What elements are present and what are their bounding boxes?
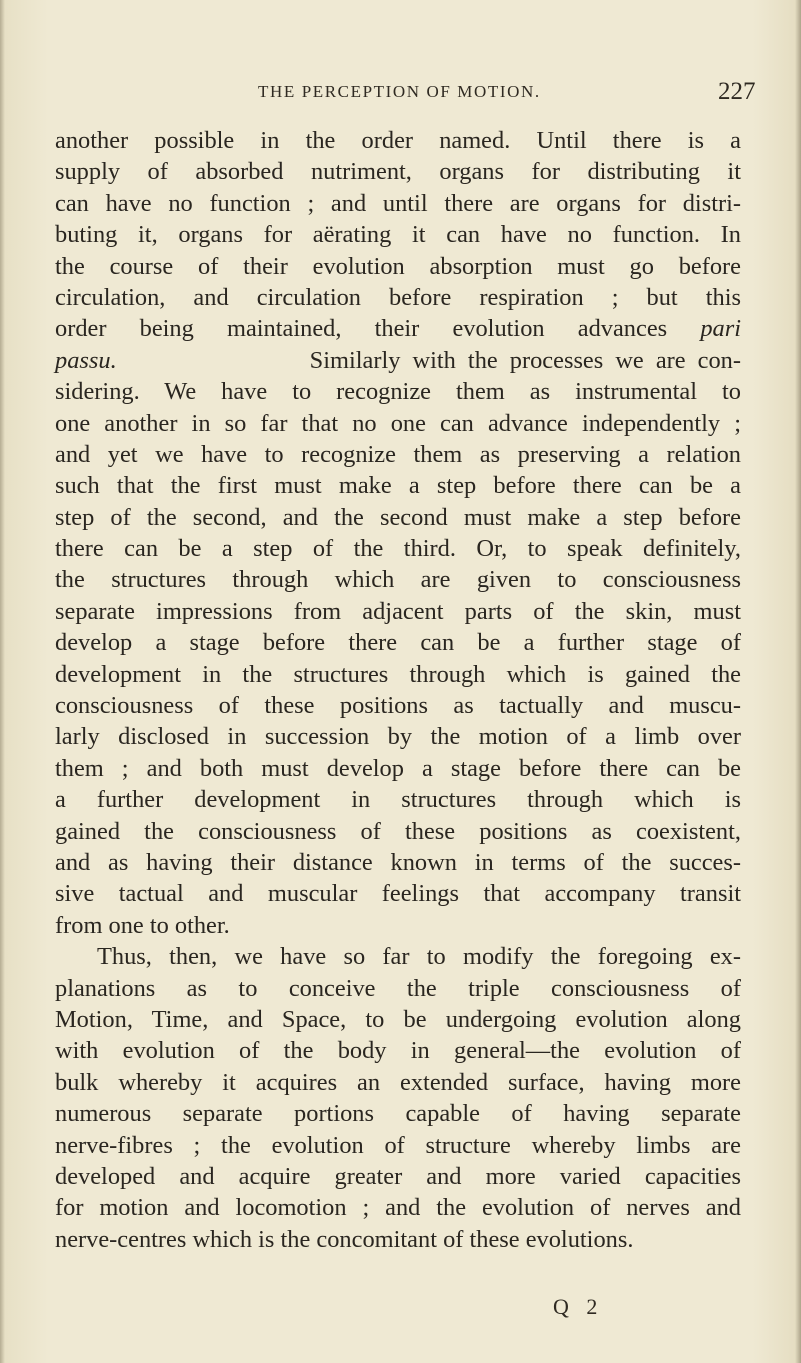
text-span: order being maintained, their evolution advances — [55, 315, 668, 343]
text-line: planations as to conceive the triple consciousness of — [55, 974, 741, 1002]
text-line: a further development in structures through which is — [55, 786, 741, 814]
italic-term: passu. — [55, 346, 117, 374]
text-line: supply of absorbed nutriment, organs for distributing it — [55, 158, 741, 186]
text-line-with-italic — [55, 345, 741, 376]
page-right-edge-shadow — [795, 0, 801, 1363]
text-line: and as having their distance known in terms of the succes- — [55, 848, 741, 876]
text-line: larly disclosed in succession by the motion of a limb over — [55, 723, 741, 751]
text-line: from one to other. — [55, 911, 230, 939]
text-line: the structures through which are given to consciousness — [55, 566, 741, 594]
signature-mark: Q 2 — [553, 1294, 604, 1319]
text-line: nerve-centres which is the concomitant of these evolutions. — [55, 1225, 634, 1253]
text-line: the course of their evolution absorption must go before — [55, 252, 741, 280]
text-line: separate impressions from adjacent parts of the skin, must — [55, 597, 741, 625]
text-line: develop a stage before there can be a further stage of — [55, 629, 741, 657]
text-line: circulation, and circulation before respiration ; but this — [55, 283, 741, 311]
text-line: Thus, then, we have so far to modify the foregoing ex- — [97, 943, 741, 971]
page-left-edge-shadow — [0, 0, 5, 1363]
page-number: 227 — [718, 78, 756, 105]
text-line: for motion and locomotion ; and the evolution of nerves and — [55, 1194, 741, 1222]
text-line: can have no function ; and until there are organs for distri- — [55, 189, 741, 217]
text-line: there can be a step of the third. Or, to speak definitely, — [55, 535, 741, 563]
text-line-with-italic — [55, 313, 741, 344]
text-line: numerous separate portions capable of having separate — [55, 1100, 741, 1128]
text-line: bulk whereby it acquires an extended surface, having more — [55, 1068, 741, 1096]
page-header — [0, 78, 801, 108]
text-line: such that the first must make a step before there can be a — [55, 472, 741, 500]
text-line: developed and acquire greater and more varied capacities — [55, 1162, 741, 1190]
running-head: THE PERCEPTION OF MOTION. — [258, 82, 541, 101]
text-line: gained the consciousness of these positions as coexistent, — [55, 817, 741, 845]
text-line: them ; and both must develop a stage before there can be — [55, 754, 741, 782]
text-line: consciousness of these positions as tactually and muscu- — [55, 692, 741, 720]
text-line: sidering. We have to recognize them as instrumental to — [55, 378, 741, 406]
text-line: sive tactual and muscular feelings that accompany transit — [55, 880, 741, 908]
text-line: another possible in the order named. Until there is a — [55, 127, 741, 154]
text-line: buting it, organs for aërating it can have no function. In — [55, 221, 741, 249]
body-text — [55, 125, 741, 1255]
text-span: Similarly with the processes we are con- — [309, 346, 741, 374]
text-line: nerve-fibres ; the evolution of structure whereby limbs are — [55, 1131, 741, 1159]
text-line: with evolution of the body in general—the evolution of — [55, 1037, 741, 1065]
text-line: step of the second, and the second must make a step before — [55, 503, 741, 531]
text-line: and yet we have to recognize them as preserving a relation — [55, 440, 741, 468]
text-line: Motion, Time, and Space, to be undergoing evolution along — [55, 1005, 741, 1033]
text-line: one another in so far that no one can advance independently ; — [55, 409, 741, 437]
text-line: development in the structures through which is gained the — [55, 660, 741, 688]
italic-term: pari — [700, 315, 741, 343]
